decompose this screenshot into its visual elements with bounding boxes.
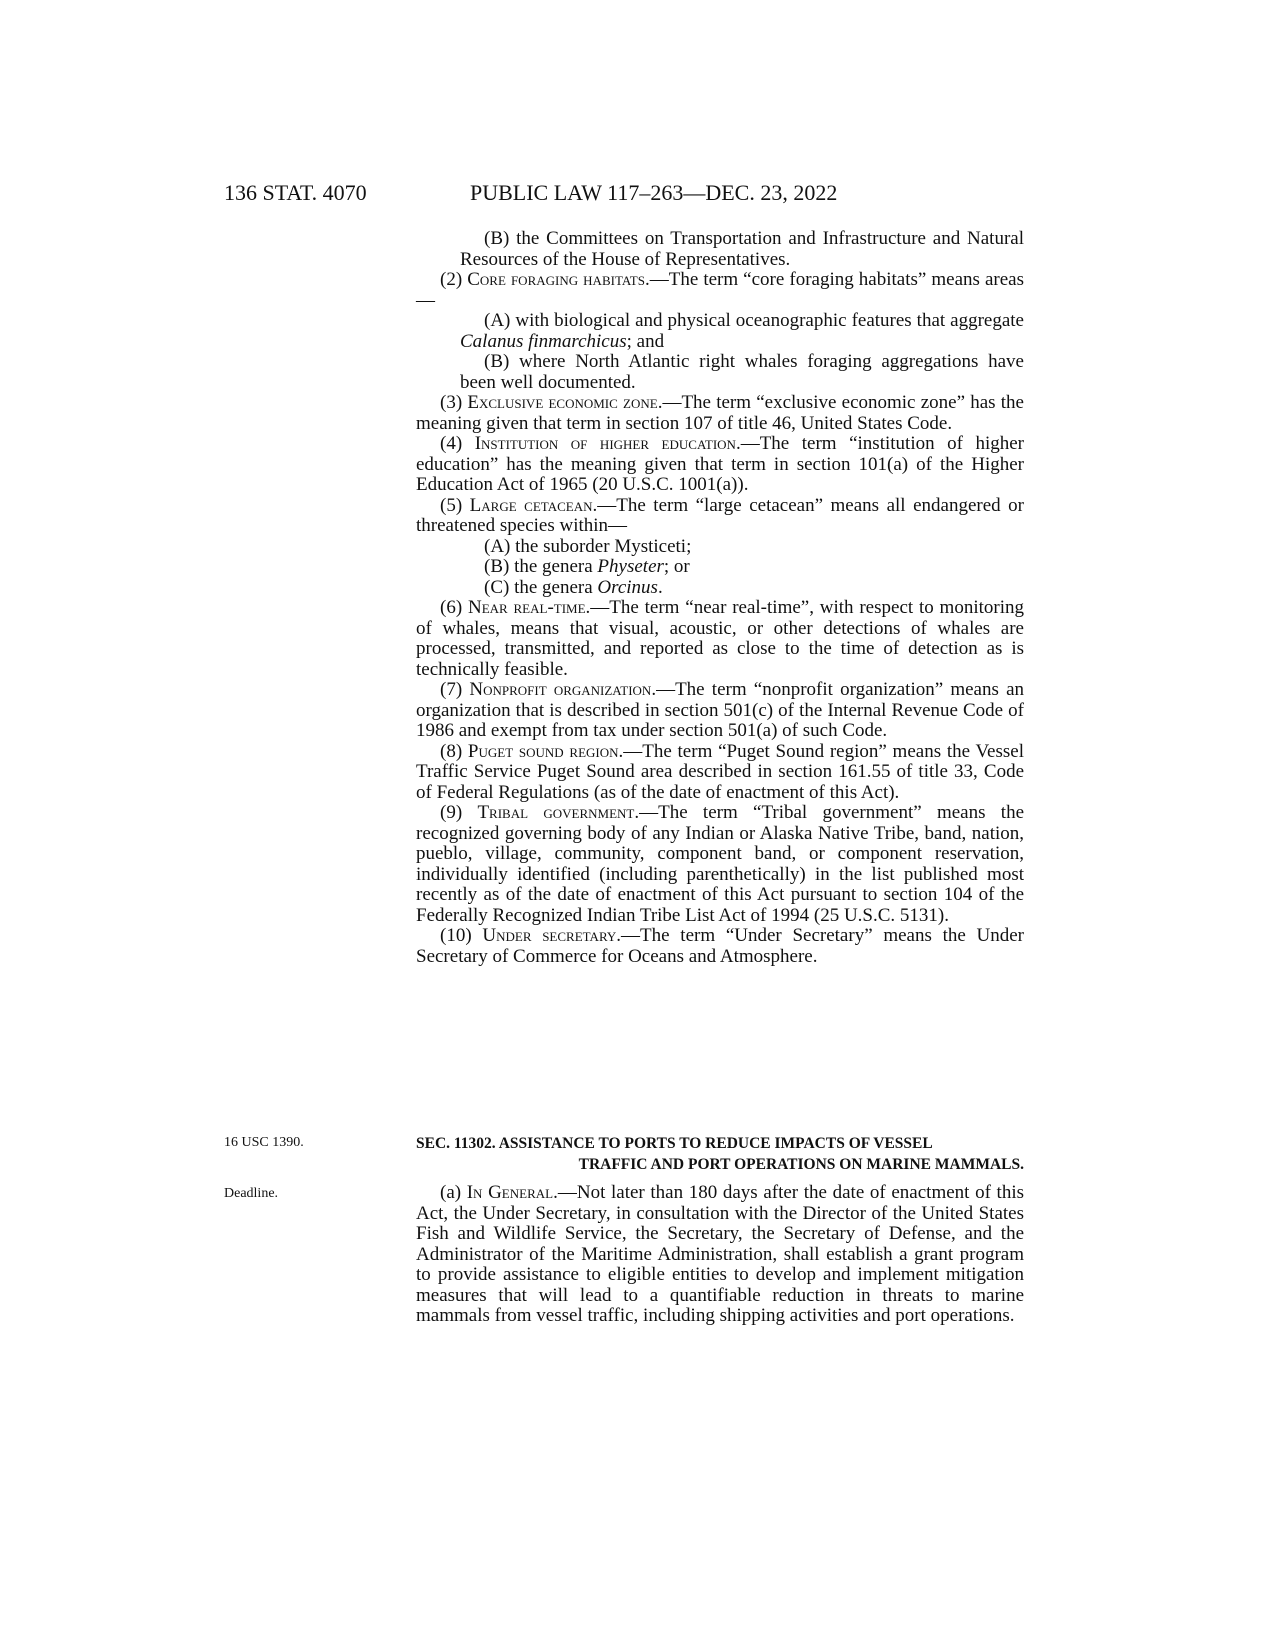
definition-5: (5) Large cetacean.—The term “large cetacean” means all endangered or threatened species within—	[416, 494, 1024, 536]
term-near-real-time: Near real-time	[467, 597, 586, 618]
term-puget-sound-region: Puget sound region	[467, 740, 619, 762]
definition-2b: (B) where North Atlantic right whales foraging aggregations have been well documented.	[460, 351, 1024, 393]
term-core-foraging-habitats: Core foraging habitats	[467, 269, 645, 290]
genus-physeter: Physeter	[597, 556, 664, 577]
definition-5a: (A) the suborder Mysticeti;	[484, 535, 692, 557]
page-header	[224, 180, 1024, 212]
public-law-title: PUBLIC LAW 117–263—DEC. 23, 2022	[470, 180, 838, 205]
definition-5c: (C) the genera Orcinus.	[484, 576, 663, 598]
para-b-committees: (B) the Committees on Transportation and Infrastructure and Natural Resources of the House of Representatives.	[460, 228, 1024, 270]
definitions-column	[416, 229, 1024, 967]
subsection-a: (a) In General.—Not later than 180 days after the date of enactment of this Act, the Under Secretary, in consultation with the Director of the United States Fish and Wildlife Service, the Secretary, the Secretary of Defense, and the Administrator of the Maritime Administration, shall establish a grant program to provide assistance to eligible entities to develop and implement mitigation measures that will lead to a quantifiable reduction in threats to marine mammals from vessel traffic, including shipping activities and port operations.	[416, 1182, 1024, 1326]
term-in-general: In General	[466, 1182, 554, 1203]
section-heading-line1: SEC. 11302. ASSISTANCE TO PORTS TO REDUCE IMPACTS OF VESSEL	[416, 1135, 933, 1152]
species-calanus: Calanus finmarchicus	[460, 330, 627, 352]
definition-9: (9) Tribal government.—The term “Tribal government” means the recognized governing body of any Indian or Alaska Native Tribe, band, nation, pueblo, village, community, component band, or component reservation, individually identified (including parenthetically) in the list published most recently as of the date of enactment of this Act pursuant to section 104 of the Federally Recognized Indian Tribe List Act of 1994 (25 U.S.C. 5131).	[416, 802, 1025, 926]
definition-2: (2) Core foraging habitats.—The term “core foraging habitats” means areas—	[416, 269, 1024, 311]
term-under-secretary: Under secretary	[482, 925, 617, 946]
margin-note-usc: 16 USC 1390.	[224, 1135, 304, 1150]
margin-note-deadline: Deadline.	[224, 1186, 279, 1201]
definition-10: (10) Under secretary.—The term “Under Secretary” means the Under Secretary of Commerce for Oceans and Atmosphere.	[416, 925, 1025, 967]
stat-page-number: 136 STAT. 4070	[224, 180, 367, 205]
term-nonprofit-organization: Nonprofit organization	[469, 679, 652, 700]
definition-3: (3) Exclusive economic zone.—The term “exclusive economic zone” has the meaning given that term in section 107 of title 46, United States Code.	[416, 392, 1024, 434]
section-heading-line2: TRAFFIC AND PORT OPERATIONS ON MARINE MAMMALS.	[578, 1156, 1024, 1173]
definition-6: (6) Near real-time.—The term “near real-time”, with respect to monitoring of whales, means that visual, acoustic, or other detections of whales are processed, transmitted, and reported as close to the time of detection as is technically feasible.	[416, 597, 1024, 680]
term-exclusive-economic-zone: Exclusive economic zone	[467, 392, 658, 413]
section-body	[416, 1183, 1024, 1327]
genus-orcinus: Orcinus	[597, 576, 658, 598]
term-institution-higher-education: Institution of higher education	[474, 433, 736, 454]
definition-7: (7) Nonprofit organization.—The term “nonprofit organization” means an organization that is described in section 501(c) of the Internal Revenue Code of 1986 and exempt from tax under section 501(a) of such Code.	[416, 679, 1025, 741]
section-heading	[416, 1133, 1024, 1175]
term-large-cetacean: Large cetacean	[469, 494, 593, 516]
definition-8: (8) Puget sound region.—The term “Puget Sound region” means the Vessel Traffic Service Puget Sound area described in section 161.55 of title 33, Code of Federal Regulations (as of the date of enactment of this Act).	[416, 740, 1024, 803]
definition-2a: (A) with biological and physical oceanographic features that aggregate Calanus finmarchicus; and	[460, 310, 1024, 352]
definition-5b: (B) the genera Physeter; or	[484, 556, 690, 577]
definition-4: (4) Institution of higher education.—The term “institution of higher education” has the meaning given that term in section 101(a) of the Higher Education Act of 1965 (20 U.S.C. 1001(a)).	[416, 433, 1025, 495]
term-tribal-government: Tribal government	[477, 802, 635, 823]
